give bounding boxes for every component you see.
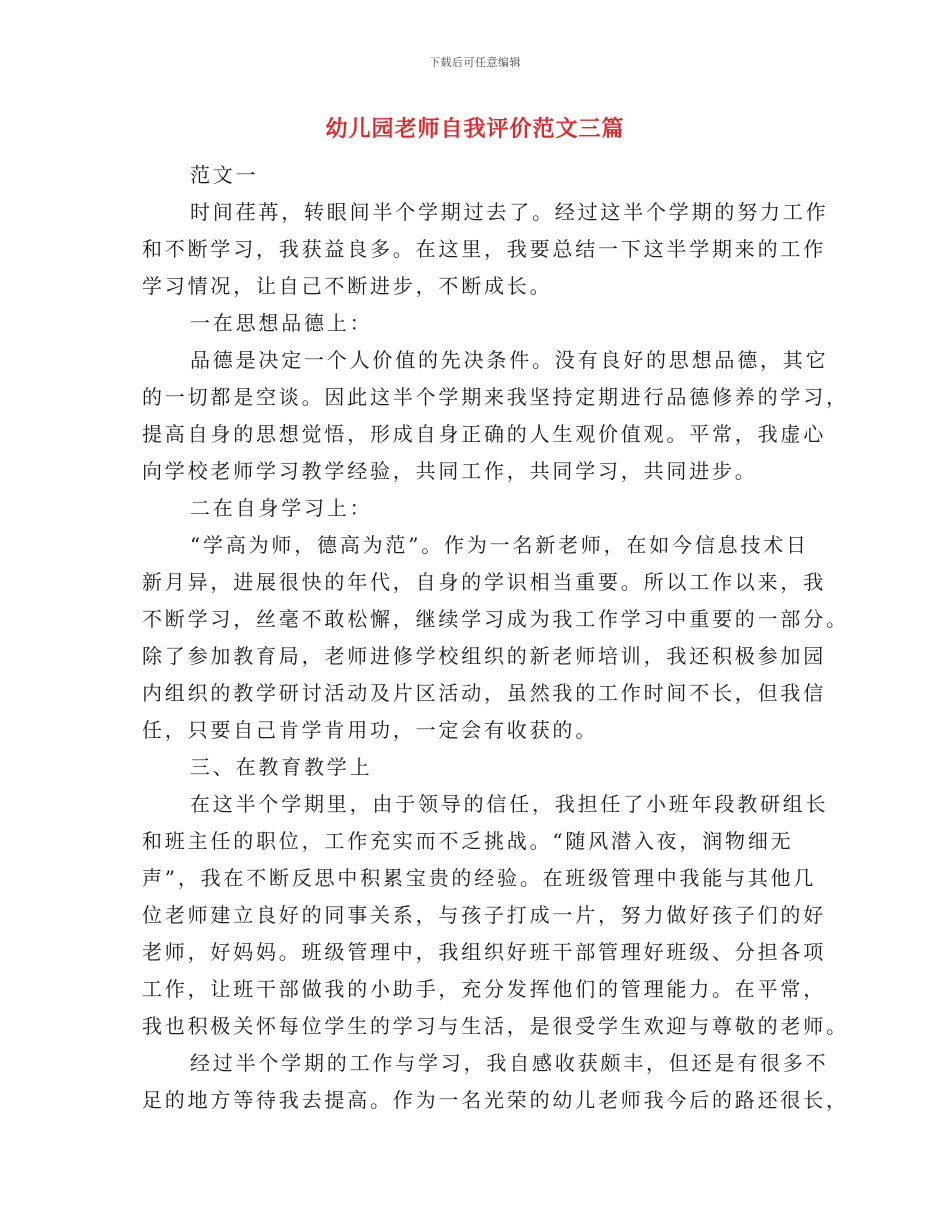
paragraph-line: 位老师建立良好的同事关系，与孩子打成一片，努力做好孩子们的好	[142, 903, 826, 927]
paragraph-line: 新月异，进展很快的年代，自身的学识相当重要。所以工作以来，我	[142, 570, 826, 594]
paragraph-line: 除了参加教育局，老师进修学校组织的新老师培训，我还积极参加园	[142, 644, 826, 668]
paragraph-line: 任，只要自己肯学肯用功，一定会有收获的。	[142, 718, 598, 742]
paragraph-line: 老师，好妈妈。班级管理中，我组织好班干部管理好班级、分担各项	[142, 940, 826, 964]
subheading: 二在自身学习上：	[190, 496, 373, 520]
header-note: 下载后可任意编辑	[429, 56, 521, 69]
paragraph-line: 经过半个学期的工作与学习，我自感收获颇丰，但还是有很多不	[190, 1051, 829, 1075]
paragraph-line: 的一切都是空谈。因此这半个学期来我坚持定期进行品德修养的学习，	[142, 385, 849, 409]
paragraph-line: 向学校老师学习教学经验，共同工作，共同学习，共同进步。	[142, 459, 758, 483]
paragraph-line: 不断学习，丝毫不敢松懈，继续学习成为我工作学习中重要的一部分。	[142, 607, 849, 631]
document-title: 幼儿园老师自我评价范文三篇	[325, 116, 625, 142]
paragraph-line: 和不断学习，我获益良多。在这里，我要总结一下这半学期来的工作	[142, 237, 826, 261]
paragraph-line: 学习情况，让自己不断进步，不断成长。	[142, 274, 553, 298]
paragraph-line: 声”，我在不断反思中积累宝贵的经验。在班级管理中我能与其他几	[142, 866, 817, 890]
subheading: 三、在教育教学上	[190, 755, 373, 779]
paragraph-line: 品德是决定一个人价值的先决条件。没有良好的思想品德，其它	[190, 348, 829, 372]
paragraph-line: 时间荏苒，转眼间半个学期过去了。经过这半个学期的努力工作	[190, 200, 829, 224]
paragraph-line: 工作，让班干部做我的小助手，充分发挥他们的管理能力。在平常，	[142, 977, 826, 1001]
paragraph-line: 内组织的教学研讨活动及片区活动，虽然我的工作时间不长，但我信	[142, 681, 826, 705]
paragraph-line: 足的地方等待我去提高。作为一名光荣的幼儿老师我今后的路还很长，	[142, 1088, 849, 1112]
paragraph-line: 提高自身的思想觉悟，形成自身正确的人生观价值观。平常，我虚心	[142, 422, 826, 446]
paragraph-line: 和班主任的职位，工作充实而不乏挑战。“随风潜入夜，润物细无	[142, 829, 794, 853]
paragraph-line: “学高为师，德高为范”。作为一名新老师，在如今信息技术日	[190, 533, 809, 557]
paragraph-line: 在这半个学期里，由于领导的信任，我担任了小班年段教研组长	[190, 792, 829, 816]
section-label: 范文一	[190, 163, 259, 187]
paragraph-line: 我也积极关怀每位学生的学习与生活，是很受学生欢迎与尊敬的老师。	[142, 1014, 849, 1038]
subheading: 一在思想品德上：	[190, 311, 373, 335]
